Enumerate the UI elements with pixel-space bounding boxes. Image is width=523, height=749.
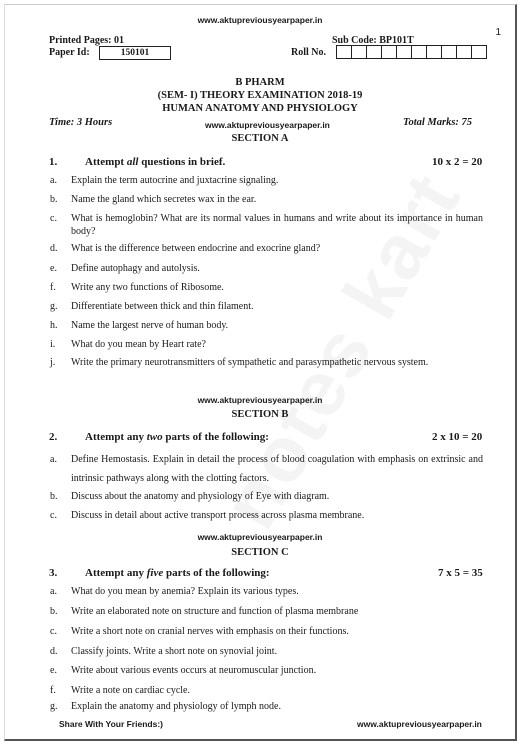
paper-id-label: Paper Id: [49,47,90,58]
paper-id-box: 150101 [99,46,171,60]
footer-url[interactable]: www.aktupreviousyearpaper.in [357,719,482,729]
section-c-heading: SECTION C [231,547,289,558]
footer-share-text: Share With Your Friends:) [59,719,163,729]
question-2-marks: 2 x 10 = 20 [432,431,483,443]
question-3-number: 3. [49,567,58,579]
roll-cell [336,45,352,59]
roll-cell [471,45,487,59]
roll-cell [396,45,412,59]
section-b-heading: SECTION B [231,409,289,420]
top-url: www.aktupreviousyearpaper.in [197,15,323,25]
section-a-heading: SECTION A [231,133,289,144]
section-b-url: www.aktupreviousyearpaper.in [197,395,323,405]
section-c-url: www.aktupreviousyearpaper.in [197,532,323,542]
roll-cell [366,45,382,59]
roll-cell [441,45,457,59]
question-1-number: 1. [49,156,58,168]
total-marks: Total Marks: 75 [403,117,473,128]
question-3-marks: 7 x 5 = 35 [438,567,483,579]
question-1-instruction: Attempt all questions in brief. [85,156,226,168]
page-number: 1 [495,27,501,38]
exam-title: (SEM- I) THEORY EXAMINATION 2018-19 [157,90,363,101]
printed-pages: Printed Pages: 01 [49,35,124,46]
question-3-instruction: Attempt any five parts of the following: [85,567,270,579]
sub-code: Sub Code: BP101T [332,35,414,46]
exam-time: Time: 3 Hours [49,117,113,128]
program-name: B PHARM [235,77,285,88]
exam-paper-page: www.aktupreviousyearpaper.in 1 Printed Pages: 01 Sub Code: BP101T Paper Id: 150101 Roll No. B PHARM (SEM- I) THEORY EXAMINATION 2018-19 HUMAN ANATOMY AND PHYSIOLOGY Time: 3 Hours www.aktupreviousyearpaper.in Total Marks: 75 SECTION A 1. Attempt all questions in brief. 10 x 2 = 20 a. Explain the term autocrine and juxtacrine signaling. b. Name the gland which secretes wax in the ear. c. What is hemoglobin? What are its normal values in humans and write about its importance in human body? d. What is the difference between endocrine and exocrine gland? e. Define autophagy and autolysis. f. Write any two functions of Ribosome. g. Differentiate between thick and thin filament. h. Name the largest nerve of human body. i. What do you mean by Heart rate? j. Write the primary neurotransmitters of sympathetic and parasympathetic nervous system. www.aktupreviousyearpaper.in SECTION B 2. Attempt any two parts of the following: 2 x 10 = 20 a. Define Hemostasis. Explain in detail the process of blood coagulation with emphasis on extrinsic and intrinsic pathways along with the clotting factors. b. Discuss about the anatomy and physiology of Eye with diagram. c. Discuss in detail about active transport process across plasma membrane. www.aktupreviousyearpaper.in SECTION C 3. Attempt any five parts of the following: 7 x 5 = 35 a. What do you mean by anemia? Explain its various types. b. Write an elaborated note on structure and function of plasma membrane c. Write a short note on cranial nerves with emphasis on their functions. d. Classify joints. Write a short note on synovial joint. e. Write about various events occurs at neuromuscular junction. f. Write a note on cardiac cycle. g. Explain the anatomy and physiology of lymph node. Share With Your Friends:) www.aktupreviousyearpaper.in [4,4,517,741]
question-2-instruction: Attempt any two parts of the following: [85,431,269,443]
question-2-number: 2. [49,431,58,443]
subject-title: HUMAN ANATOMY AND PHYSIOLOGY [162,103,358,114]
roll-cell [351,45,367,59]
question-1-marks: 10 x 2 = 20 [432,156,483,168]
roll-cell [426,45,442,59]
roll-no-label: Roll No. [291,47,326,58]
roll-cell [381,45,397,59]
roll-cell [456,45,472,59]
mid-url: www.aktupreviousyearpaper.in [205,120,330,130]
roll-cell [411,45,427,59]
